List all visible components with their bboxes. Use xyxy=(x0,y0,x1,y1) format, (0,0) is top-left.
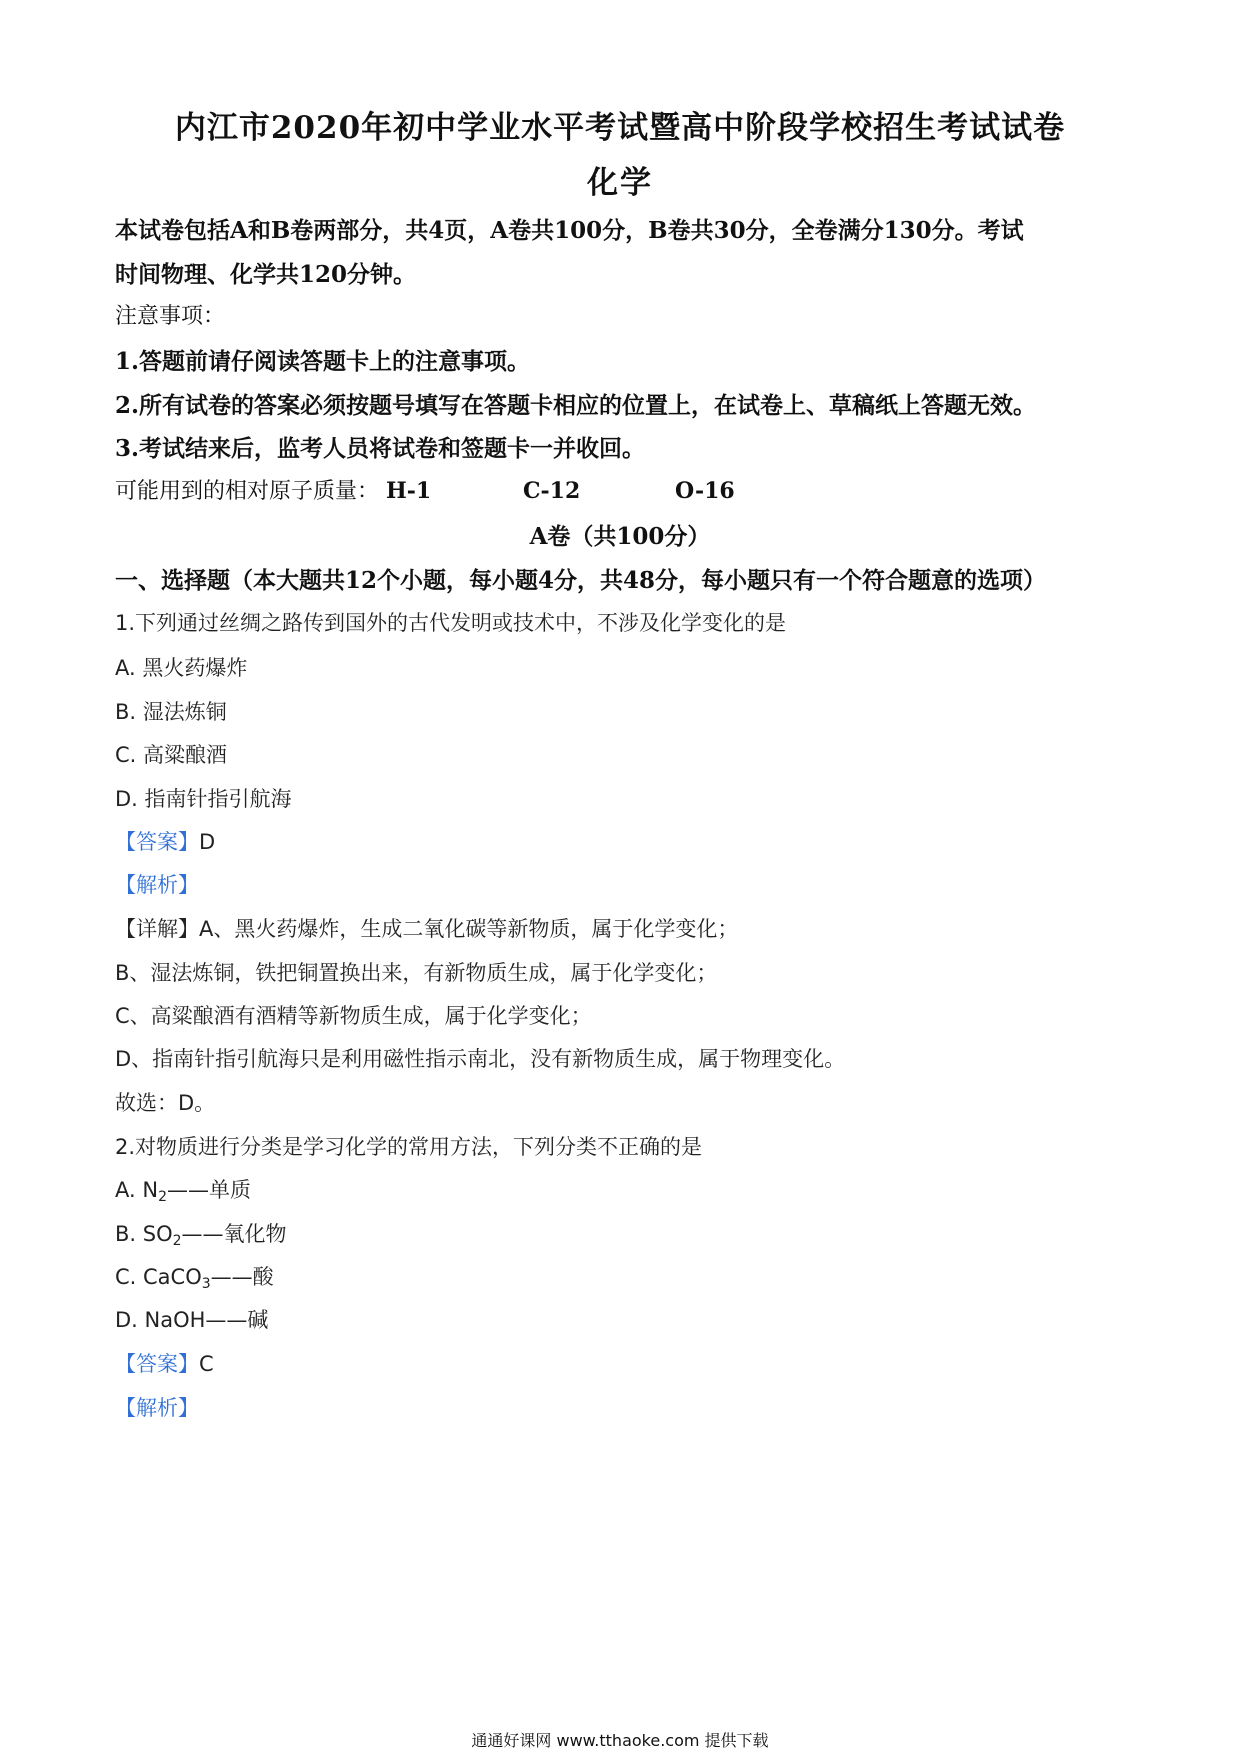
q2-stem: 2.对物质进行分类是学习化学的常用方法，下列分类不正确的是 xyxy=(115,1135,703,1159)
q2-option-b xyxy=(115,1218,287,1249)
q2-option-b-suffix: ——氧化物 xyxy=(181,1222,287,1246)
q2-option-c-prefix: C. CaCO xyxy=(115,1265,202,1289)
note-item-1: 1.答题前请仔阅读答题卡上的注意事项。 xyxy=(115,348,531,375)
q1-conclusion: 故选：D。 xyxy=(115,1091,216,1115)
footer-source[interactable]: 通通好课网 www.tthaoke.com 提供下载 xyxy=(471,1731,769,1750)
q1-detail-4: D、指南针指引航海只是利用磁性指示南北，没有新物质生成，属于物理变化。 xyxy=(115,1047,846,1071)
q1-detail-2: B、湿法炼铜，铁把铜置换出来，有新物质生成，属于化学变化； xyxy=(115,961,718,985)
atomic-mass-h: H-1 xyxy=(386,478,432,504)
notes-heading: 注意事项： xyxy=(115,304,226,329)
q2-option-d-prefix: D. NaOH xyxy=(115,1308,206,1332)
atomic-mass-c: C-12 xyxy=(523,478,581,504)
note-item-2: 2.所有试卷的答案必须按题号填写在答题卡相应的位置上，在试卷上、草稿纸上答题无效。 xyxy=(115,392,1037,419)
q2-option-b-prefix: B. SO xyxy=(115,1222,173,1246)
q2-option-c-sub: 3 xyxy=(201,1276,211,1292)
atomic-mass-label: 可能用到的相对原子质量： xyxy=(115,479,380,504)
atomic-mass-o: O-16 xyxy=(675,478,735,504)
q2-option-a-sub: 2 xyxy=(158,1189,167,1205)
part-one-title: 一、选择题（本大题共12个小题，每小题4分，共48分，每小题只有一个符合题意的选项） xyxy=(115,567,1047,594)
q1-detail-3: C、高粱酿酒有酒精等新物质生成，属于化学变化； xyxy=(115,1004,592,1028)
q2-analysis-label: 【解析】 xyxy=(115,1396,199,1420)
q1-detail-1 xyxy=(115,913,738,943)
q2-answer-value: C xyxy=(199,1352,214,1376)
q2-option-a-prefix: A. N xyxy=(115,1178,159,1202)
note-item-3: 3.考试结来后，监考人员将试卷和签题卡一并收回。 xyxy=(115,435,646,462)
q2-option-a-suffix: ——单质 xyxy=(166,1178,251,1202)
q1-answer-value: D xyxy=(199,830,216,854)
intro-line-1: 本试卷包括A和B卷两部分，共4页，A卷共100分，B卷共30分，全卷满分130分。考试 xyxy=(115,217,1024,244)
q1-detail-label: 【详解】 xyxy=(115,917,199,941)
q1-option-b: B. 湿法炼铜 xyxy=(115,700,227,724)
q1-option-a: A. 黑火药爆炸 xyxy=(115,656,248,680)
q1-detail-text-1: A、黑火药爆炸，生成二氧化碳等新物质，属于化学变化； xyxy=(199,917,739,941)
q1-stem: 1.下列通过丝绸之路传到国外的古代发明或技术中，不涉及化学变化的是 xyxy=(115,611,787,635)
atomic-mass-line xyxy=(115,474,735,505)
q2-option-d-suffix: ——碱 xyxy=(205,1308,269,1332)
q2-option-a xyxy=(115,1174,251,1205)
q1-answer xyxy=(115,826,215,856)
q1-option-d: D. 指南针指引航海 xyxy=(115,787,292,811)
q2-option-b-sub: 2 xyxy=(172,1233,182,1249)
q2-option-c xyxy=(115,1261,274,1292)
q2-option-c-suffix: ——酸 xyxy=(210,1265,274,1289)
q1-analysis-label: 【解析】 xyxy=(115,873,199,897)
intro-line-2: 时间物理、化学共120分钟。 xyxy=(115,261,417,288)
q1-option-c: C. 高粱酿酒 xyxy=(115,743,228,767)
section-a-title: A卷（共100分） xyxy=(529,523,711,550)
q1-answer-label: 【答案】 xyxy=(115,830,199,854)
exam-title: 内江市2020年初中学业水平考试暨高中阶段学校招生考试试卷 xyxy=(174,110,1066,146)
q2-answer-label: 【答案】 xyxy=(115,1352,199,1376)
subject-title: 化学 xyxy=(587,165,653,201)
q2-option-d xyxy=(115,1304,268,1334)
q2-answer xyxy=(115,1348,214,1378)
